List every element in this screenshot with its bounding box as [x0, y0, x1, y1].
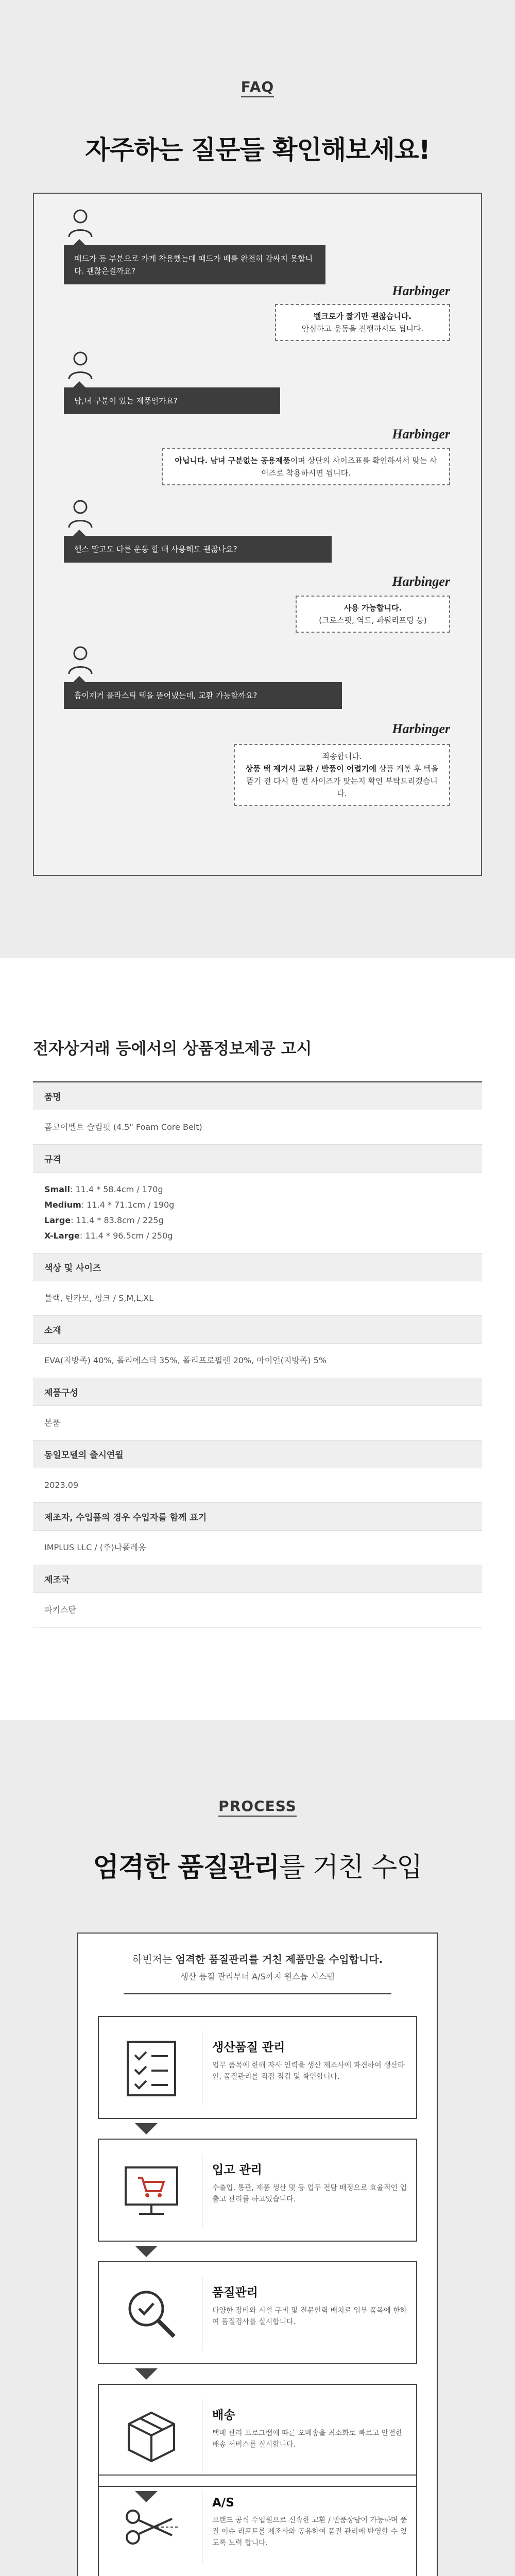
process-step-text: 배송 택배 관리 프로그램에 따른 오배송을 최소화로 빠르고 안전한 배송 서비스를 실시합니다.	[212, 2409, 403, 2449]
row-value: 파키스탄	[33, 1593, 482, 1628]
row-value: 폼코어벨트 슬림핏 (4.5" Foam Core Belt)	[33, 1110, 482, 1145]
arrow-down-icon	[135, 2246, 158, 2257]
row-value: EVA(지방족) 40%, 폴리에스터 35%, 폴리프로필렌 20%, 아이언(지방족) 5%	[33, 1344, 482, 1378]
faq-question: 남,녀 구분이 있는 제품인가요?	[64, 387, 280, 414]
checklist-icon	[121, 2038, 182, 2099]
spec-row: Medium: 11.4 * 71.1cm / 190g	[44, 1200, 175, 1210]
product-info-section	[0, 958, 515, 1720]
process-step	[98, 2475, 417, 2576]
faq-label: FAQ	[0, 0, 515, 97]
arrow-down-icon	[135, 2123, 158, 2134]
brand-name: Harbinger	[392, 721, 450, 736]
process-section	[0, 1720, 515, 2576]
row-label: 제조국	[33, 1565, 482, 1593]
brand-name: Harbinger	[392, 283, 450, 298]
brand-name: Harbinger	[392, 427, 450, 442]
magnifier-check-icon	[121, 2283, 182, 2345]
spec-row: X-Large: 11.4 * 96.5cm / 250g	[44, 1231, 173, 1241]
row-value: 2023.09	[33, 1468, 482, 1503]
monitor-cart-icon	[121, 2160, 182, 2222]
process-step	[98, 2384, 417, 2487]
person-icon	[64, 348, 97, 381]
scissors-icon	[121, 2496, 182, 2558]
row-label: 색상 및 사이즈	[33, 1253, 482, 1281]
faq-answer: 사용 가능합니다. (크로스핏, 역도, 파워리프팅 등)	[296, 596, 450, 633]
faq-question: 흡이제거 플라스틱 텍을 뜯어냈는데, 교환 가능할까요?	[64, 682, 342, 709]
process-step	[98, 2139, 417, 2242]
row-label: 제품구성	[33, 1378, 482, 1406]
person-icon	[64, 643, 97, 676]
row-label: 동일모델의 출시연월	[33, 1440, 482, 1468]
row-label: 소재	[33, 1316, 482, 1344]
process-box	[77, 1933, 438, 2576]
divider	[124, 1993, 391, 1994]
faq-section	[0, 0, 515, 958]
faq-answer: 벨크로가 짧기만 괜찮습니다. 안심하고 운동을 진행하시도 됩니다.	[275, 304, 450, 341]
faq-question: 헬스 말고도 다른 운동 할 때 사용해도 괜찮나요?	[64, 536, 332, 563]
row-value: IMPLUS LLC / (주)나폴레옹	[33, 1531, 482, 1565]
faq-answer: 죄송합니다. 상품 택 제거시 교환 / 반품이 어렵기에 상품 개봉 후 텍을 뜯기 전 다시 한 번 사이즈가 맞는지 확인 부탁드리겠습니다.	[234, 744, 450, 806]
process-step-text: A/S 브랜드 공식 수입원으로 신속한 교환 / 반품상담이 가능하며 품질 이슈 리포트를 제조사와 공유하여 품질 관리에 반영할 수 있도록 노력 합니다.	[212, 2496, 407, 2547]
row-label: 규격	[33, 1145, 482, 1173]
spec-list	[33, 1173, 482, 1253]
spec-row: Small: 11.4 * 58.4cm / 170g	[44, 1184, 163, 1194]
process-step-text: 입고 관리 수출입, 통관, 제품 생산 및 등 업무 전담 배정으로 효율적인 입출고 관리를 하고있습니다.	[212, 2163, 407, 2204]
person-icon	[64, 497, 97, 530]
row-label: 품명	[33, 1082, 482, 1110]
product-info-title: 전자상거래 등에서의 상품정보제공 고시	[33, 1040, 312, 1058]
spec-row: Large: 11.4 * 83.8cm / 225g	[44, 1215, 164, 1225]
faq-question: 패드가 등 부분으로 가게 착용했는데 패드가 배를 완전히 감싸지 못합니다. 괜찮은걸까요?	[64, 245, 325, 284]
process-step	[98, 2016, 417, 2119]
row-value: 블랙, 탄카모, 핑크 / S,M,L,XL	[33, 1281, 482, 1316]
process-title: 엄격한 품질관리를 거친 수입	[93, 1852, 422, 1883]
faq-box	[33, 193, 482, 876]
product-info-table	[33, 1081, 482, 1628]
process-intro: 하빈저는 엄격한 품질관리를 거친 제품만을 수입합니다. 생산 품질 관리부터 A/S까지 원스톱 시스템	[78, 1934, 437, 1994]
faq-title: 자주하는 질문들 확인해보세요!	[85, 135, 430, 165]
arrow-down-icon	[135, 2368, 158, 2380]
row-value: 본품	[33, 1406, 482, 1440]
brand-name: Harbinger	[392, 574, 450, 589]
process-step	[98, 2261, 417, 2364]
box-icon	[121, 2405, 182, 2467]
row-label: 제조자, 수입품의 경우 수입자를 함께 표기	[33, 1503, 482, 1531]
faq-answer: 아닙니다. 남녀 구분없는 공용제품이며 상단의 사이즈표를 확인하셔서 맞는 사이즈로 착용하시면 됩니다.	[162, 448, 450, 485]
process-step-text: 생산품질 관리 업무 품목에 한해 자사 인력을 생산 제조사에 파견하여 생산라인, 품질관리를 직접 점검 및 확인합니다.	[212, 2041, 405, 2081]
person-icon	[64, 206, 97, 239]
process-label: PROCESS	[0, 1720, 515, 1817]
process-step-text: 품질관리 다양한 장비와 시설 구비 및 전문인력 배치로 입부 품목에 한하여 품질검사를 실시합니다.	[212, 2286, 407, 2326]
